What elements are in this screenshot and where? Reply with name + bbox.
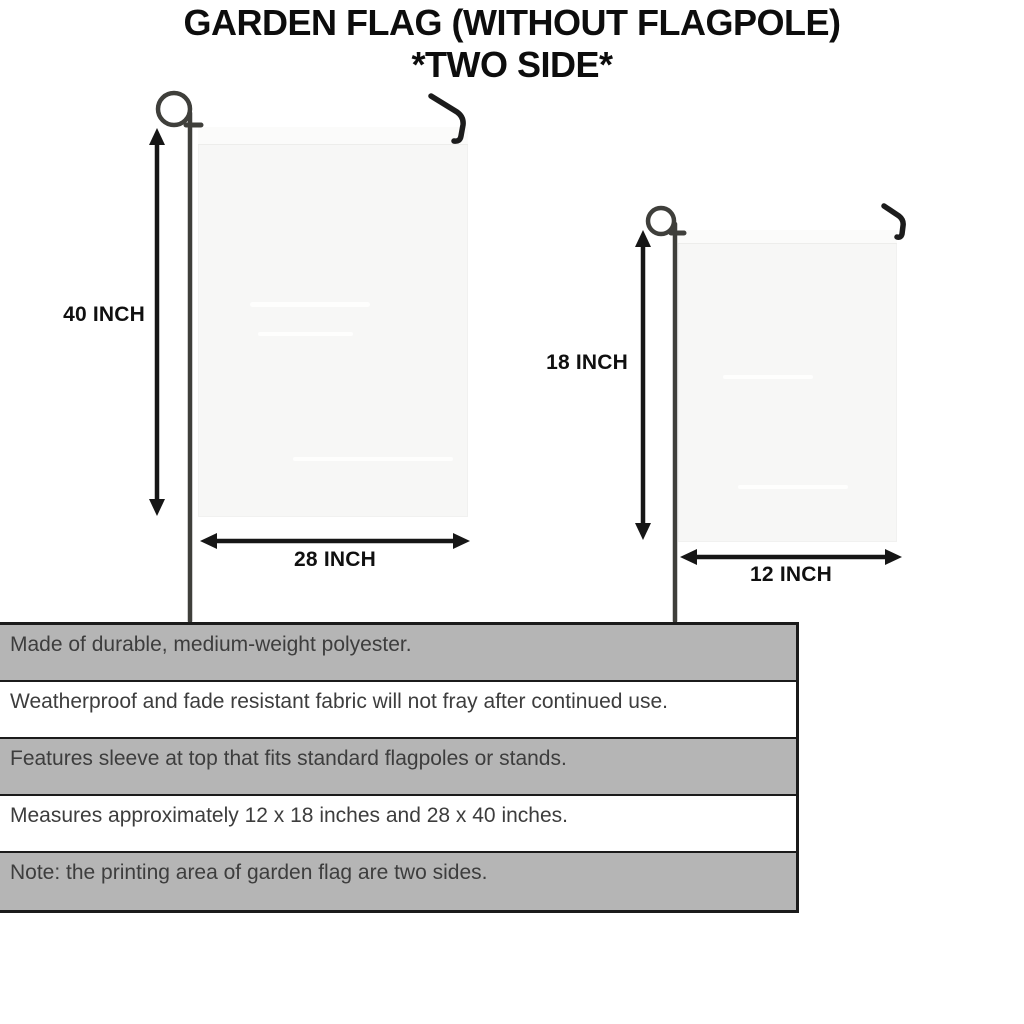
title-line-2: *TWO SIDE*: [411, 44, 613, 85]
large-flag-height-label: 40 INCH: [63, 303, 145, 326]
spec-row-sleeve: Features sleeve at top that fits standard flagpoles or stands.: [0, 739, 796, 796]
large-flagpole: [158, 93, 201, 621]
spec-row-material: Made of durable, medium-weight polyester.: [0, 625, 796, 682]
large-flag-width-label: 28 INCH: [294, 548, 376, 571]
height-arrow-small: [635, 230, 651, 540]
title-line-1: GARDEN FLAG (WITHOUT FLAGPOLE): [183, 2, 841, 43]
small-flagpole: [648, 208, 684, 621]
small-flag-height-label: 18 INCH: [546, 351, 628, 374]
small-flag-width-label: 12 INCH: [750, 563, 832, 586]
spec-row-weatherproof: Weatherproof and fade resistant fabric will not fray after continued use.: [0, 682, 796, 739]
pole-loop-icon: [158, 93, 190, 125]
height-arrow-large: [149, 128, 165, 516]
pole-loop-icon: [648, 208, 674, 234]
spec-row-note: Note: the printing area of garden flag are two sides.: [0, 853, 796, 910]
hanger-hook-icon: [431, 96, 463, 141]
spec-table: [0, 622, 799, 913]
hanger-hook-icon: [884, 206, 903, 237]
width-arrow-large: [200, 533, 470, 549]
spec-row-measures: Measures approximately 12 x 18 inches and 28 x 40 inches.: [0, 796, 796, 853]
